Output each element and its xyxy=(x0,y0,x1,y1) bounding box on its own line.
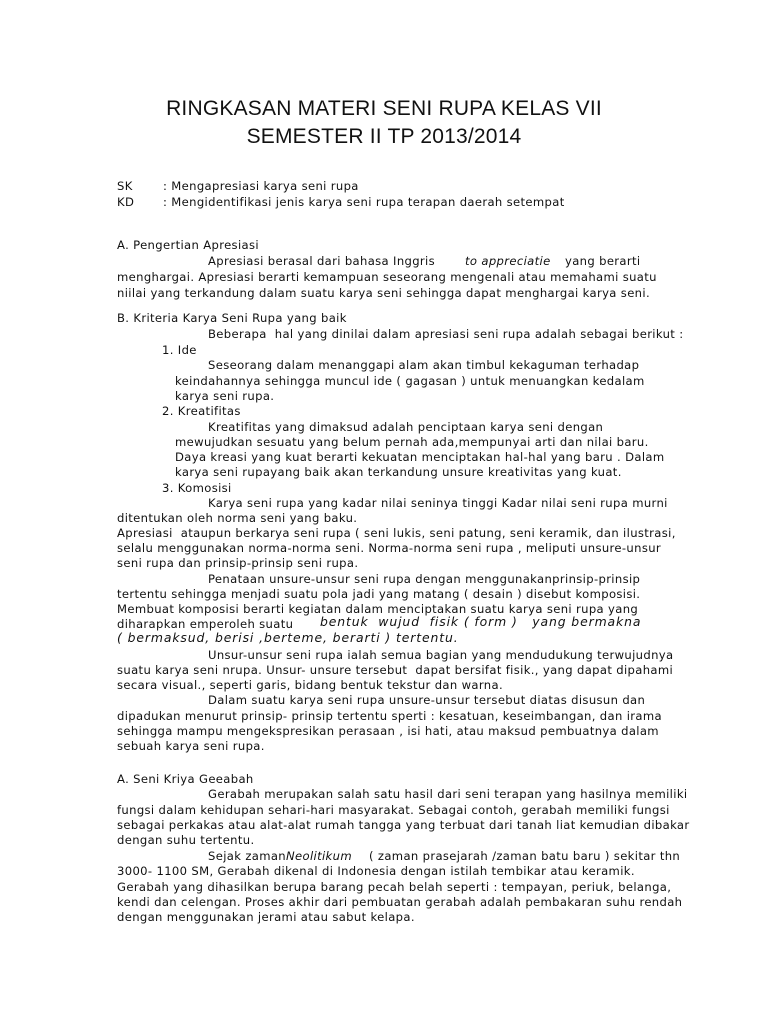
paragraph-line: ( zaman prasejarah /zaman batu baru ) sekitar thn xyxy=(369,849,681,863)
document-title-line1: RINGKASAN MATERI SENI RUPA KELAS VII xyxy=(166,97,602,120)
paragraph-line: sebagai perkakas atau alat-alat rumah tangga yang terbuat dari tanah liat kemudian dibakar xyxy=(117,818,690,832)
paragraph-line: Apresiasi ataupun berkarya seni rupa ( seni lukis, seni patung, seni keramik, dan ilustrasi, xyxy=(117,526,676,540)
paragraph-line: Membuat komposisi berarti kegiatan dalam menciptakan suatu karya seni rupa yang xyxy=(117,602,639,616)
kd-value: : Mengidentifikasi jenis karya seni rupa terapan daerah setempat xyxy=(163,195,565,209)
paragraph-line: dengan menggunakan jerami atau sabut kelapa. xyxy=(117,910,415,924)
paragraph-line: suatu karya seni nrupa. Unsur- unsure tersebut dapat bersifat fisik., yang dapat dipahami xyxy=(117,663,674,677)
paragraph-line: yang berarti xyxy=(565,254,641,268)
section-gerabah-heading: A. Seni Kriya Geeabah xyxy=(117,772,254,786)
paragraph-line: secara visual., seperti garis, bidang bentuk tekstur dan warna. xyxy=(117,678,503,692)
paragraph-line: keindahannya sehingga muncul ide ( gagasan ) untuk menuangkan kedalam xyxy=(175,374,645,388)
paragraph-line: karya seni rupa. xyxy=(175,389,275,403)
paragraph-line: Daya kreasi yang kuat berarti kekuatan menciptakan hal-hal yang baru . Dalam xyxy=(175,450,665,464)
paragraph-line: fungsi dalam kehidupan sehari-hari masyarakat. Sebagai contoh, gerabah memiliki fungsi xyxy=(117,803,670,817)
paragraph-handwritten-phrase: ( bermaksud, berisi ,berteme, berarti ) tertentu. xyxy=(117,630,459,645)
paragraph-line: ditentukan oleh norma seni yang baku. xyxy=(117,511,358,525)
list-item-label: 1. Ide xyxy=(162,343,197,357)
paragraph-line: Sejak zaman xyxy=(208,849,287,863)
paragraph-line: tertentu sehingga menjadi suatu pola jadi yang matang ( desain ) disebut komposisi. xyxy=(117,587,641,601)
paragraph-line: niilai yang terkandung dalam suatu karya seni sehingga dapat menghargai karya seni. xyxy=(117,286,650,300)
paragraph-line: Seseorang dalam menanggapi alam akan timbul kekaguman terhadap xyxy=(208,358,640,372)
paragraph-line: Penataan unsure-unsur seni rupa dengan menggunakanprinsip-prinsip xyxy=(208,572,641,586)
paragraph-line: mewujudkan sesuatu yang belum pernah ada,mempunyai arti dan nilai baru. xyxy=(175,435,649,449)
paragraph-line: Unsur-unsur seni rupa ialah semua bagian yang mendudukung terwujudnya xyxy=(208,648,674,662)
list-item-label: 2. Kreatifitas xyxy=(162,404,241,418)
paragraph-line: Gerabah merupakan salah satu hasil dari seni terapan yang hasilnya memiliki xyxy=(208,787,688,801)
paragraph-italic-term: to appreciatie xyxy=(465,254,551,268)
paragraph-line: Apresiasi berasal dari bahasa Inggris xyxy=(208,254,436,268)
paragraph-line: Gerabah yang dihasilkan berupa barang pecah belah seperti : tempayan, periuk, belanga, xyxy=(117,880,672,894)
paragraph-line: sehingga mampu mengekspresikan perasaan , isi hati, atau maksud pembuatnya dalam xyxy=(117,724,659,738)
paragraph-line: 3000- 1100 SM, Gerabah dikenal di Indonesia dengan istilah tembikar atau keramik. xyxy=(117,864,635,878)
paragraph-line: dengan suhu tertentu. xyxy=(117,833,255,847)
section-a-heading: A. Pengertian Apresiasi xyxy=(117,238,259,252)
paragraph-line: dipadukan menurut prinsip- prinsip tertentu sperti : kesatuan, keseimbangan, dan irama xyxy=(117,709,662,723)
kd-label: KD xyxy=(117,195,135,209)
document-title-line2: SEMESTER II TP 2013/2014 xyxy=(246,125,522,148)
paragraph-handwritten-phrase: bentuk wujud fisik ( form ) yang bermakna xyxy=(320,614,642,629)
list-item-label: 3. Komosisi xyxy=(162,481,232,495)
paragraph-line: menghargai. Apresiasi berarti kemampuan seseorang mengenali atau memahami suatu xyxy=(117,270,657,284)
paragraph-line: Dalam suatu karya seni rupa unsure-unsur tersebut diatas disusun dan xyxy=(208,693,646,707)
paragraph-line: diharapkan emperoleh suatu xyxy=(117,617,294,631)
section-b-heading: B. Kriteria Karya Seni Rupa yang baik xyxy=(117,311,347,325)
paragraph-line: karya seni rupayang baik akan terkandung unsure kreativitas yang kuat. xyxy=(175,465,622,479)
paragraph-line: kendi dan celengan. Proses akhir dari pembuatan gerabah adalah pembakaran suhu rendah xyxy=(117,895,683,909)
paragraph-italic-term: Neolitikum xyxy=(286,849,352,863)
sk-value: : Mengapresiasi karya seni rupa xyxy=(163,179,359,193)
sk-label: SK xyxy=(117,179,133,193)
paragraph-line: selalu menggunakan norma-norma seni. Norma-norma seni rupa , meliputi unsure-unsur xyxy=(117,541,662,555)
paragraph-line: seni rupa dan prinsip-prinsip seni rupa. xyxy=(117,556,359,570)
paragraph-line: sebuah karya seni rupa. xyxy=(117,739,265,753)
paragraph-line: Karya seni rupa yang kadar nilai seninya tinggi Kadar nilai seni rupa murni xyxy=(208,496,668,510)
paragraph-line: Beberapa hal yang dinilai dalam apresiasi seni rupa adalah sebagai berikut : xyxy=(208,327,684,341)
paragraph-line: Kreatifitas yang dimaksud adalah penciptaan karya seni dengan xyxy=(208,420,604,434)
